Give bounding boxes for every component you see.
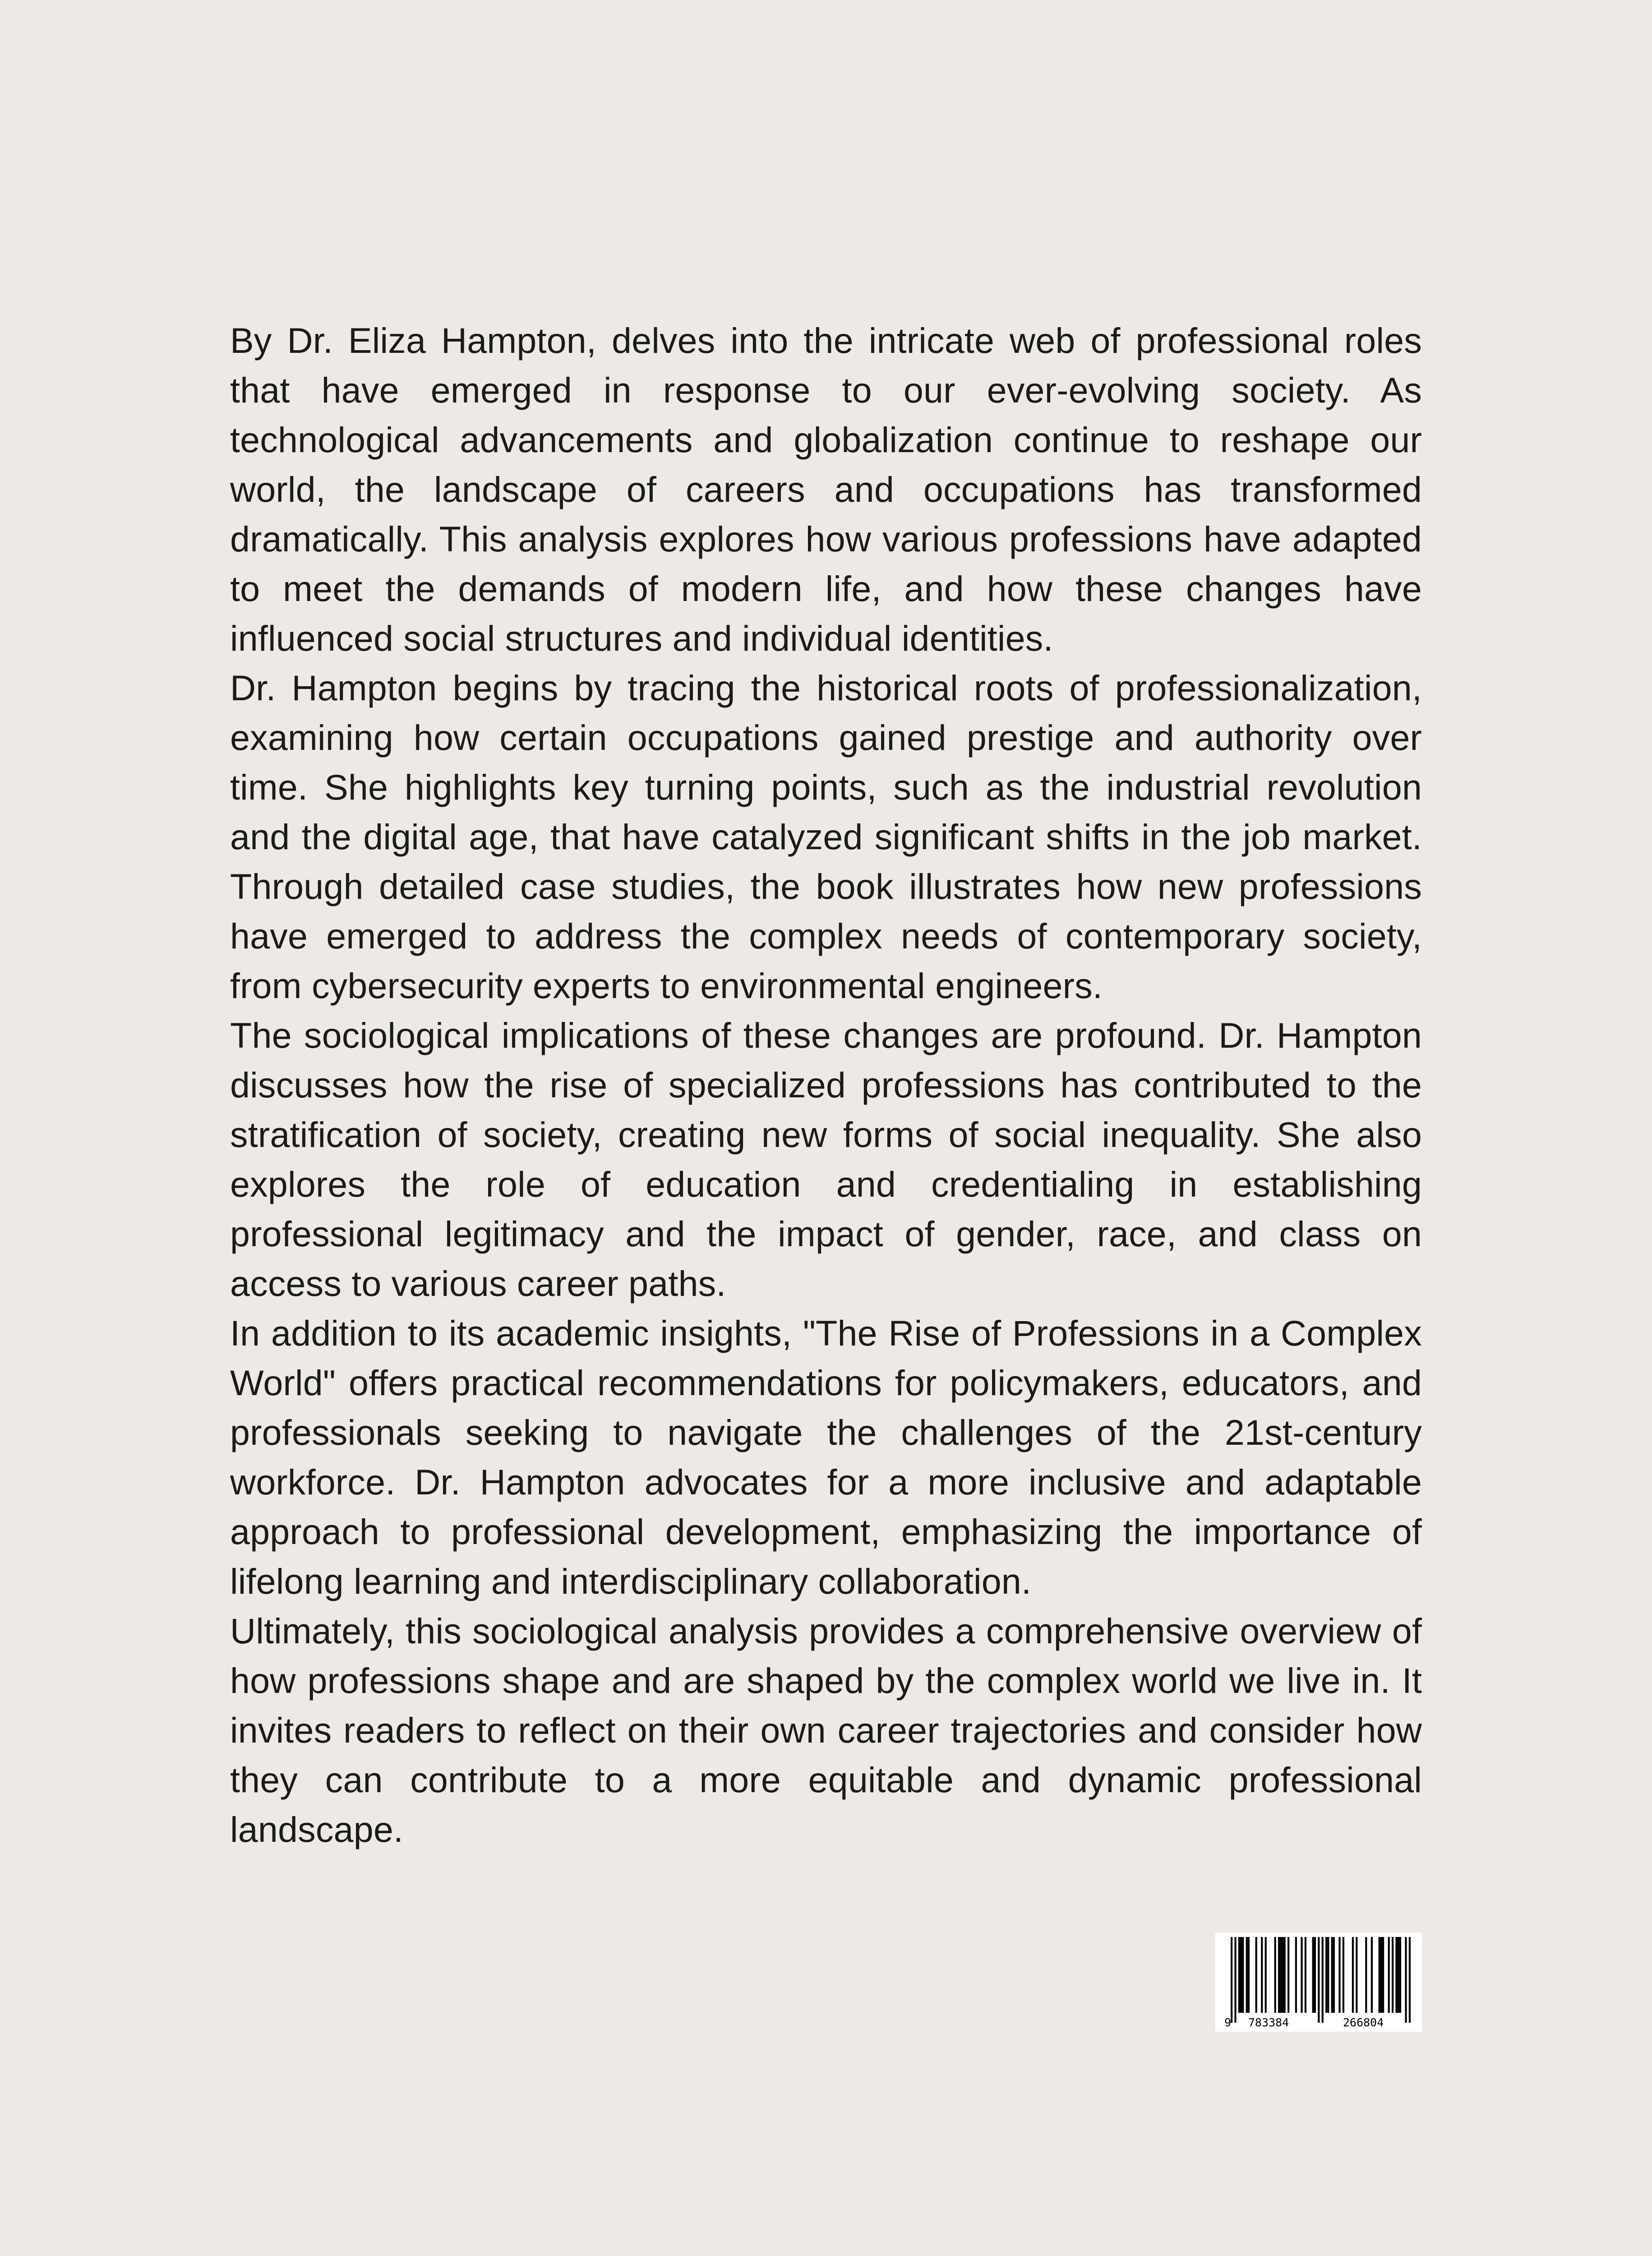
barcode-bar bbox=[1331, 1937, 1333, 2013]
barcode-bar bbox=[1380, 1937, 1382, 2013]
barcode-bar bbox=[1333, 1937, 1335, 2013]
barcode-bar bbox=[1295, 1937, 1297, 2013]
barcode-bar bbox=[1392, 1937, 1394, 2013]
barcode-digit-first: 9 bbox=[1224, 2016, 1232, 2029]
barcode-bar bbox=[1274, 1937, 1276, 2013]
blurb-text-block bbox=[230, 316, 1422, 1854]
barcode-bar bbox=[1409, 1937, 1411, 2023]
barcode-bar bbox=[1234, 1937, 1236, 2023]
barcode-bar bbox=[1365, 1937, 1367, 2013]
blurb-paragraph-3: The sociological implications of these changes are profound. Dr. Hampton discusses how the rise of specialized professions has contributed to the stratification of society, creating new forms of social inequality. She also explores the role of education and credentialing in establishing professional legitimacy and the impact of gender, race, and class on access to various career paths. bbox=[230, 1015, 1422, 1304]
barcode-bar bbox=[1352, 1937, 1354, 2013]
barcode-bar bbox=[1318, 1937, 1320, 2023]
barcode-bar bbox=[1382, 1937, 1384, 2013]
barcode-bar bbox=[1398, 1937, 1399, 2013]
blurb-paragraph-2: Dr. Hampton begins by tracing the historical roots of professionalization, examining how certain occupations gained prestige and authority over time. She highlights key turning points, such as the industrial revolution and the digital age, that have catalyzed significant shifts in the job market. Through detailed case studies, the book illustrates how new professions have emerged to address the complex needs of contemporary society, from cybersecurity experts to environmental engineers. bbox=[230, 668, 1422, 1006]
blurb-paragraph-4: In addition to its academic insights, "The Rise of Professions in a Complex World" offers practical recommendations for policymakers, educators, and professionals seeking to navigate the challenges of the 21st-century workforce. Dr. Hampton advocates for a more inclusive and adaptable approach to professional development, emphasizing the importance of lifelong learning and interdisciplinary collaboration. bbox=[230, 1313, 1422, 1601]
barcode-bar bbox=[1242, 1937, 1244, 2013]
barcode-bar bbox=[1246, 1937, 1248, 2013]
barcode-graphic bbox=[1215, 1932, 1422, 2032]
barcode-bars bbox=[1231, 1937, 1411, 2023]
blurb-paragraph-1: By Dr. Eliza Hampton, delves into the intricate web of professional roles that have emerged in response to our ever-evolving society. As technological advancements and globalization continue to reshape our world, the landscape of careers and occupations has transformed dramatically. This analysis explores how various professions have adapted to meet the demands of modern life, and how these changes have influenced social structures and individual identities. bbox=[230, 320, 1422, 658]
barcode-bar bbox=[1327, 1937, 1329, 2013]
barcode-bar bbox=[1314, 1937, 1316, 2013]
barcode-bar bbox=[1379, 1937, 1380, 2013]
barcode-digits-right: 266804 bbox=[1343, 2016, 1384, 2029]
barcode-bar bbox=[1356, 1937, 1357, 2013]
barcode-bar bbox=[1255, 1937, 1257, 2013]
barcode-bar bbox=[1325, 1937, 1327, 2013]
barcode-bar bbox=[1278, 1937, 1280, 2013]
barcode-bar bbox=[1231, 1937, 1232, 2023]
barcode-bar bbox=[1312, 1937, 1314, 2013]
barcode-bar bbox=[1322, 1937, 1324, 2023]
barcode-bar bbox=[1301, 1937, 1302, 2013]
barcode-bar bbox=[1405, 1937, 1407, 2023]
barcode-bar bbox=[1238, 1937, 1240, 2013]
barcode-bar bbox=[1388, 1937, 1390, 2013]
barcode-bar bbox=[1287, 1937, 1289, 2013]
barcode-bar bbox=[1284, 1937, 1286, 2013]
barcode-bar bbox=[1371, 1937, 1373, 2013]
barcode-bar bbox=[1248, 1937, 1250, 2013]
isbn-barcode bbox=[1215, 1932, 1422, 2032]
barcode-bar bbox=[1343, 1937, 1344, 2013]
barcode-bar bbox=[1338, 1937, 1340, 2013]
barcode-bar bbox=[1261, 1937, 1263, 2013]
barcode-bar bbox=[1280, 1937, 1282, 2013]
barcode-bar bbox=[1395, 1937, 1397, 2013]
barcode-bar bbox=[1265, 1937, 1267, 2013]
barcode-bar bbox=[1282, 1937, 1283, 2013]
barcode-digits-left: 783384 bbox=[1248, 2016, 1289, 2029]
barcode-bar bbox=[1305, 1937, 1306, 2013]
blurb-paragraph-5: Ultimately, this sociological analysis provides a comprehensive overview of how professions shape and are shaped by the complex world we live in. It invites readers to reflect on their own career trajectories and consider how they can contribute to a more equitable and dynamic professional landscape. bbox=[230, 1611, 1422, 1849]
barcode-bar bbox=[1240, 1937, 1242, 2013]
barcode-bar bbox=[1399, 1937, 1401, 2013]
